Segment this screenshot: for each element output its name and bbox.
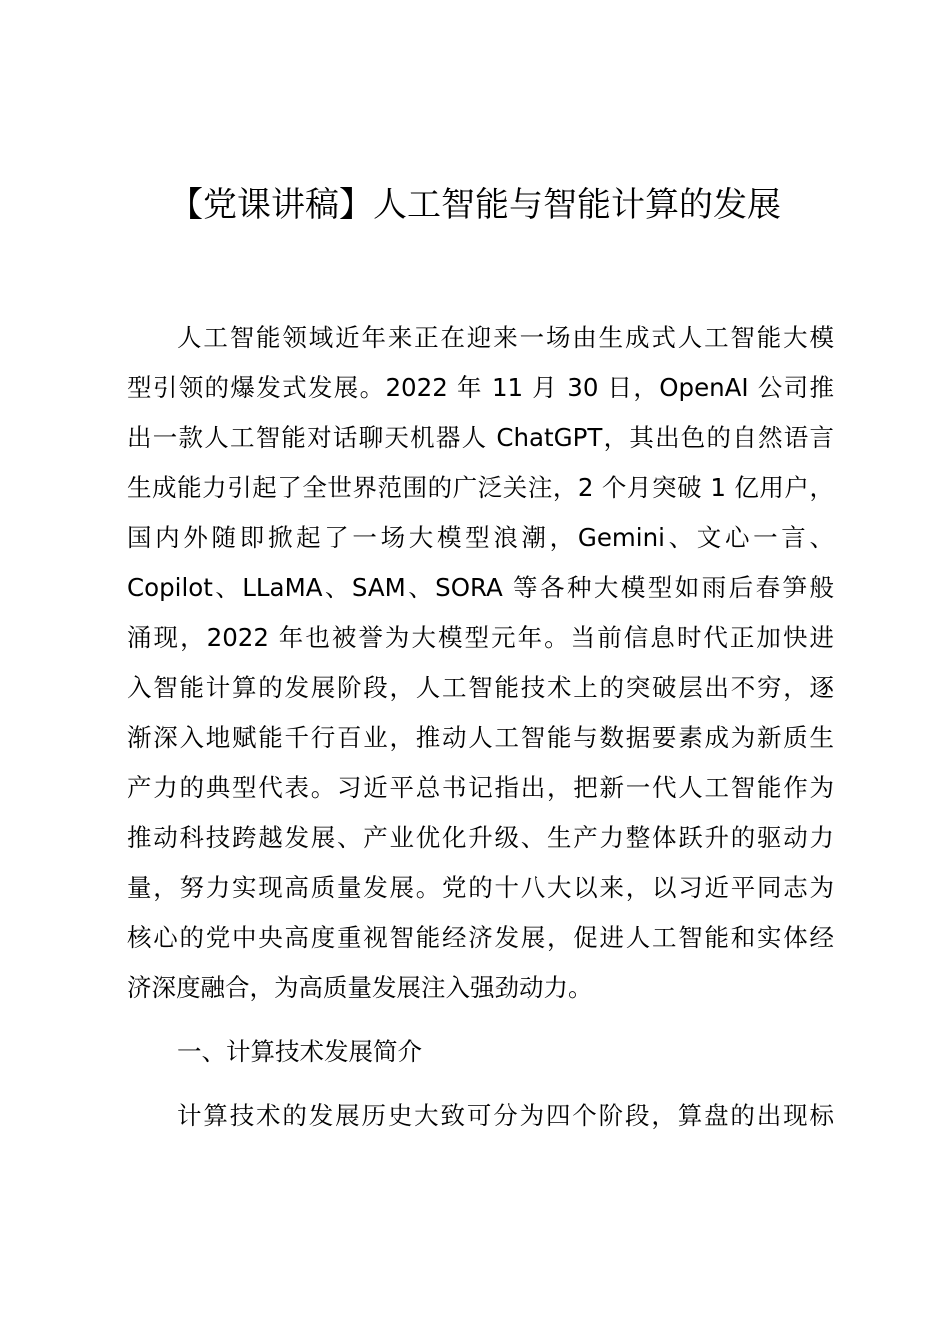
intro-paragraph bbox=[127, 313, 834, 1013]
paragraph-line: Copilot、LLaMA、SAM、SORA 等各种大模型如雨后春笋般 bbox=[127, 573, 834, 602]
paragraph-line: 涌现，2022 年也被誉为大模型元年。当前信息时代正加快进 bbox=[127, 623, 834, 652]
paragraph-line: 核心的党中央高度重视智能经济发展，促进人工智能和实体经 bbox=[127, 923, 834, 952]
section-paragraph bbox=[127, 1091, 834, 1141]
document-title: 【党课讲稿】人工智能与智能计算的发展 bbox=[169, 185, 781, 225]
paragraph-line: 渐深入地赋能千行百业，推动人工智能与数据要素成为新质生 bbox=[127, 723, 834, 752]
paragraph-line: 推动科技跨越发展、产业优化升级、生产力整体跃升的驱动力 bbox=[127, 823, 834, 852]
section-heading bbox=[127, 1027, 834, 1077]
paragraph-line: 济深度融合，为高质量发展注入强劲动力。 bbox=[127, 973, 593, 1002]
paragraph-line: 产力的典型代表。习近平总书记指出，把新一代人工智能作为 bbox=[127, 773, 834, 802]
paragraph-line: 型引领的爆发式发展。2022 年 11 月 30 日，OpenAI 公司推 bbox=[127, 373, 834, 402]
paragraph-line: 生成能力引起了全世界范围的广泛关注，2 个月突破 1 亿用户， bbox=[127, 473, 834, 502]
paragraph-line: 人工智能领域近年来正在迎来一场由生成式人工智能大模 bbox=[177, 323, 834, 352]
section-heading-text: 一、计算技术发展简介 bbox=[177, 1037, 422, 1066]
paragraph-line: 入智能计算的发展阶段，人工智能技术上的突破层出不穷，逐 bbox=[127, 673, 834, 702]
paragraph-line: 计算技术的发展历史大致可分为四个阶段，算盘的出现标 bbox=[177, 1101, 834, 1130]
paragraph-line: 国内外随即掀起了一场大模型浪潮，Gemini、文心一言、 bbox=[127, 523, 834, 552]
paragraph-line: 出一款人工智能对话聊天机器人 ChatGPT，其出色的自然语言 bbox=[127, 423, 834, 452]
paragraph-line: 量，努力实现高质量发展。党的十八大以来，以习近平同志为 bbox=[127, 873, 834, 902]
